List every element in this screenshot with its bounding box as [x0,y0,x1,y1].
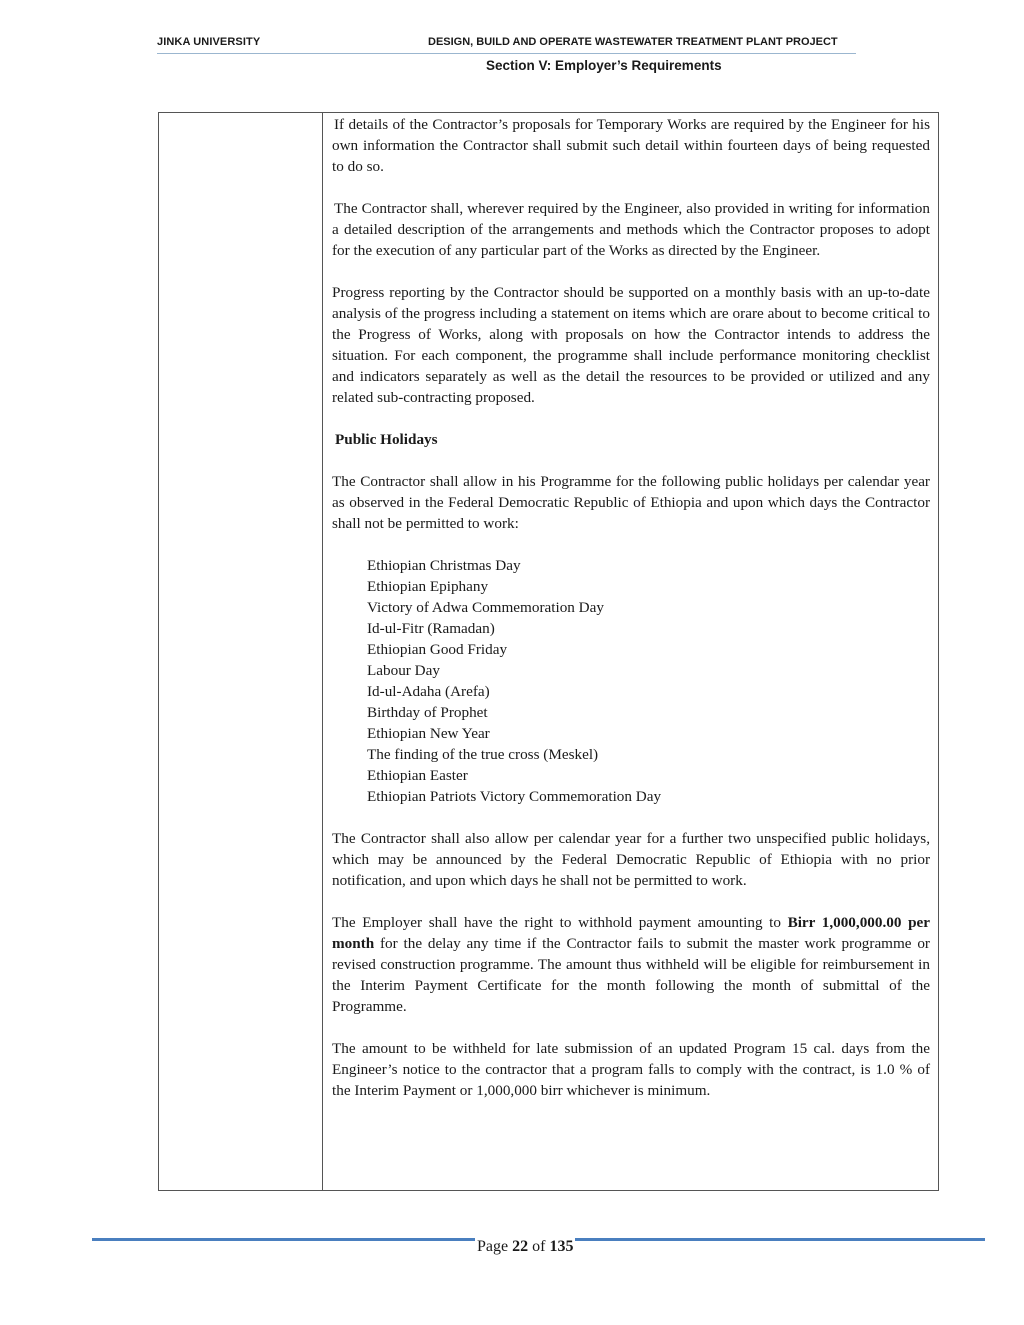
paragraph-holidays-intro: The Contractor shall allow in his Programme for the following public holidays per calendar year as observed in the Federal Democratic Republic of Ethiopia and upon which days the Contractor shall not be permitted to work: [332,473,930,532]
withhold-text-start: The Employer shall have the right to withhold payment amounting to [332,914,788,931]
holiday-list [332,555,930,807]
page-number [475,1238,575,1256]
paragraph-method-statement: The Contractor shall, wherever required by the Engineer, also provided in writing for information a detailed description of the arrangements and methods which the Contractor proposes to adopt for the execution of any particular part of the Works as directed by the Engineer. [332,200,930,259]
list-item: Birthday of Prophet [367,704,488,721]
list-item: Ethiopian New Year [367,725,490,742]
content-cell [332,114,930,1122]
page-label: Page [477,1238,509,1255]
header-rule [157,53,856,54]
table-column-divider [322,112,323,1191]
list-item: Ethiopian Patriots Victory Commemoration Day [367,788,662,805]
paragraph-unspecified-holidays: The Contractor shall also allow per calendar year for a further two unspecified public holidays, which may be announced by the Federal Democratic Republic of Ethiopia with no prior notification, and upon which days he shall not be permitted to work. [332,830,930,889]
header-section-title: Section V: Employer’s Requirements [486,58,722,73]
paragraph-withhold-payment [332,912,930,1017]
heading-public-holidays: Public Holidays [335,431,438,448]
list-item: Labour Day [367,662,440,679]
paragraph-late-submission: The amount to be withheld for late submission of an updated Program 15 cal. days from the Engineer’s notice to the contractor that a program falls to comply with the contract, is 1.0 % of the Interim Payment or 1,000,000 birr whichever is minimum. [332,1040,930,1099]
list-item: Ethiopian Epiphany [367,578,489,595]
list-item: Ethiopian Christmas Day [367,557,521,574]
page-current: 22 [512,1238,529,1255]
withhold-text-end: for the delay any time if the Contractor fails to submit the master work programme or revised construction programme. The amount thus withheld will be eligible for reimbursement in the Interim Payment Certificate for the month following the month of submittal of the Programme. [332,935,930,1015]
paragraph-progress-reporting: Progress reporting by the Contractor should be supported on a monthly basis with an up-to-date analysis of the progress including a statement on items which are orare about to become critical to the Progress of Works, along with proposals on how the Contractor intends to address the situation. For each component, the programme shall include performance monitoring checklist and indicators separately as well as the detail the resources to be provided or utilized and any related sub-contracting proposed. [332,284,930,406]
header-university: JINKA UNIVERSITY [157,36,261,48]
header-project-title: DESIGN, BUILD AND OPERATE WASTEWATER TREATMENT PLANT PROJECT [428,36,838,48]
list-item: The finding of the true cross (Meskel) [367,746,599,763]
list-item: Ethiopian Good Friday [367,641,508,658]
list-item: Id-ul-Fitr (Ramadan) [367,620,495,637]
page-of-label: of [532,1238,546,1255]
list-item: Id-ul-Adaha (Arefa) [367,683,490,700]
page-total: 135 [549,1238,574,1255]
list-item: Ethiopian Easter [367,767,468,784]
withhold-amount: Birr 1,000,000.00 per month [332,914,930,952]
paragraph-temporary-works: If details of the Contractor’s proposals for Temporary Works are required by the Engineer for his own information the Contractor shall submit such detail within fourteen days of being requested to do so. [332,116,930,175]
list-item: Victory of Adwa Commemoration Day [367,599,604,616]
